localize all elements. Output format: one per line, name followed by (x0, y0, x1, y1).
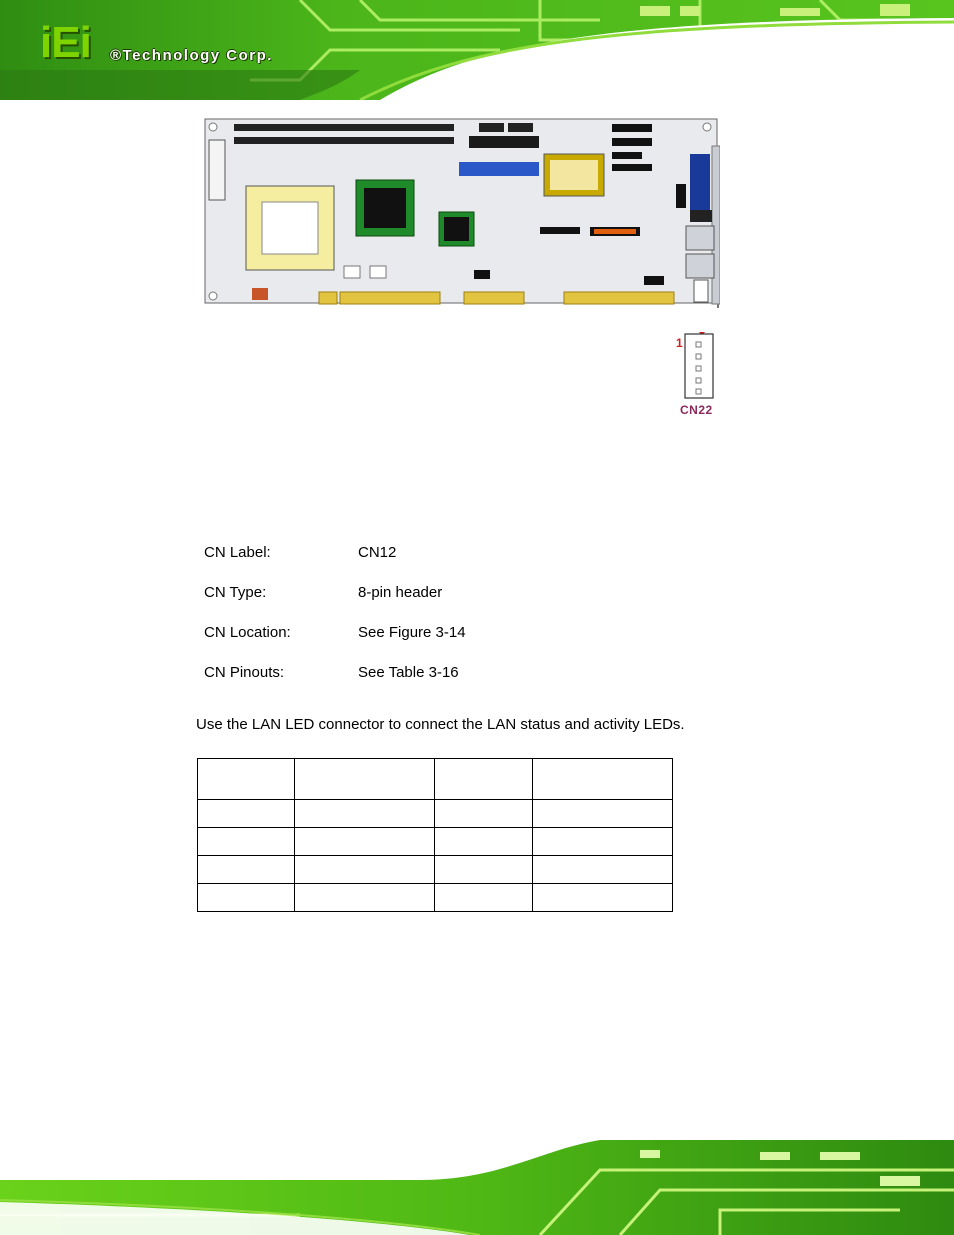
table-cell (198, 828, 295, 856)
table-row (198, 856, 673, 884)
table-cell (198, 800, 295, 828)
spec-value: 8-pin header (358, 584, 443, 601)
table-cell (533, 828, 673, 856)
table-cell (198, 884, 295, 912)
motherboard-figure (204, 118, 720, 308)
company-logo-mark: iEi (40, 18, 91, 67)
intro-paragraph: Use the LAN LED connector to connect the LAN status and activity LEDs. (196, 716, 685, 733)
table-row (198, 800, 673, 828)
table-cell (435, 759, 533, 800)
table-cell (533, 856, 673, 884)
spec-value: See Table 3-16 (358, 664, 459, 681)
table-cell (533, 759, 673, 800)
table-cell (295, 884, 435, 912)
spec-label: CN Pinouts: (204, 664, 285, 681)
spec-label: CN Label: (204, 544, 271, 561)
table-cell (295, 856, 435, 884)
table-cell (295, 828, 435, 856)
table-cell (435, 884, 533, 912)
table-cell (198, 856, 295, 884)
table-cell (533, 800, 673, 828)
table-cell (198, 759, 295, 800)
table-cell (295, 800, 435, 828)
footer-banner (0, 1140, 954, 1235)
company-logo-text: ®Technology Corp. (110, 47, 273, 64)
spec-label: CN Type: (204, 584, 267, 601)
connector-label: CN22 (680, 403, 713, 417)
spec-value: See Figure 3-14 (358, 624, 466, 641)
table-cell (435, 800, 533, 828)
table-row (198, 884, 673, 912)
spec-value: CN12 (358, 544, 397, 561)
table-cell (295, 759, 435, 800)
pin1-label: 1 (676, 336, 683, 350)
table-header-row (198, 759, 673, 800)
table-cell (435, 828, 533, 856)
table-row (198, 828, 673, 856)
table-cell (533, 884, 673, 912)
table-cell (435, 856, 533, 884)
pinout-table (197, 758, 673, 912)
spec-label: CN Location: (204, 624, 291, 641)
